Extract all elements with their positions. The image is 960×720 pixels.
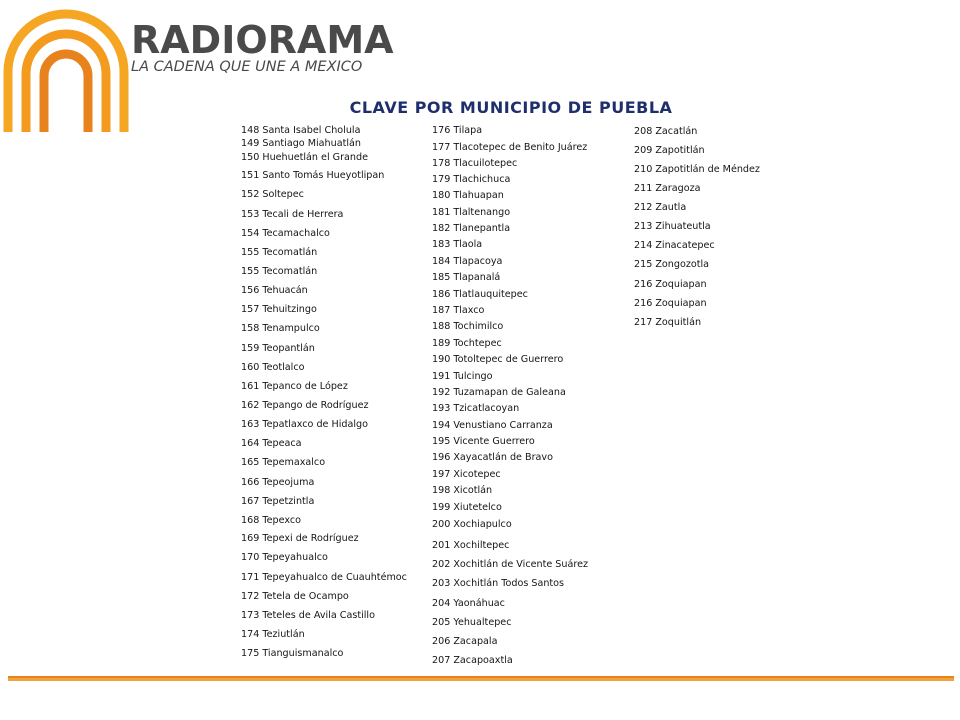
municipio-item: 208 Zacatlán bbox=[634, 125, 698, 138]
municipio-item: 192 Tuzamapan de Galeana bbox=[432, 386, 566, 399]
municipio-item: 195 Vicente Guerrero bbox=[432, 435, 535, 448]
municipio-item: 202 Xochitlán de Vicente Suárez bbox=[432, 558, 589, 571]
municipio-item: 178 Tlacuilotepec bbox=[432, 157, 518, 170]
municipio-item: 183 Tlaola bbox=[432, 238, 483, 251]
municipio-item: 209 Zapotitlán bbox=[634, 144, 705, 157]
municipio-item: 158 Tenampulco bbox=[241, 322, 320, 335]
municipio-item: 193 Tzicatlacoyan bbox=[432, 402, 520, 415]
page-title: CLAVE POR MUNICIPIO DE PUEBLA bbox=[349, 98, 673, 117]
municipio-item: 177 Tlacotepec de Benito Juárez bbox=[432, 141, 588, 154]
municipio-item: 206 Zacapala bbox=[432, 635, 498, 648]
municipio-item: 203 Xochitlán Todos Santos bbox=[432, 577, 565, 590]
municipio-item: 194 Venustiano Carranza bbox=[432, 419, 553, 432]
municipio-item: 179 Tlachichuca bbox=[432, 173, 511, 186]
municipio-item: 157 Tehuitzingo bbox=[241, 303, 317, 316]
brand-block bbox=[131, 18, 394, 75]
municipio-item: 211 Zaragoza bbox=[634, 182, 701, 195]
municipio-item: 173 Teteles de Avila Castillo bbox=[241, 609, 375, 622]
municipio-item: 156 Tehuacán bbox=[241, 284, 308, 297]
municipio-item: 175 Tianguismanalco bbox=[241, 647, 344, 660]
municipio-item: 150 Huehuetlán el Grande bbox=[241, 151, 369, 164]
municipio-item: 159 Teopantlán bbox=[241, 342, 315, 355]
municipio-item: 181 Tlaltenango bbox=[432, 206, 511, 219]
municipio-item: 162 Tepango de Rodríguez bbox=[241, 399, 369, 412]
municipio-item: 214 Zinacatepec bbox=[634, 239, 715, 252]
municipio-item: 200 Xochiapulco bbox=[432, 518, 512, 531]
municipio-item: 189 Tochtepec bbox=[432, 337, 502, 350]
municipio-item: 171 Tepeyahualco de Cuauhtémoc bbox=[241, 571, 407, 584]
municipio-item: 180 Tlahuapan bbox=[432, 189, 504, 202]
municipio-item: 207 Zacapoaxtla bbox=[432, 654, 513, 667]
municipio-item: 216 Zoquiapan bbox=[634, 278, 707, 291]
municipio-item: 161 Tepanco de López bbox=[241, 380, 348, 393]
municipio-item: 213 Zihuateutla bbox=[634, 220, 711, 233]
municipio-item: 190 Totoltepec de Guerrero bbox=[432, 353, 564, 366]
municipio-item: 166 Tepeojuma bbox=[241, 476, 315, 489]
municipio-item: 165 Tepemaxalco bbox=[241, 456, 326, 469]
municipio-item: 164 Tepeaca bbox=[241, 437, 302, 450]
municipio-item: 210 Zapotitlán de Méndez bbox=[634, 163, 760, 176]
municipio-item: 149 Santiago Miahuatlán bbox=[241, 137, 361, 150]
footer-rule-accent bbox=[8, 676, 954, 678]
municipio-item: 182 Tlanepantla bbox=[432, 222, 511, 235]
municipio-item: 196 Xayacatlán de Bravo bbox=[432, 451, 553, 464]
municipio-item: 167 Tepetzintla bbox=[241, 495, 315, 508]
municipio-item: 212 Zautla bbox=[634, 201, 687, 214]
municipio-item: 170 Tepeyahualco bbox=[241, 551, 328, 564]
municipio-item: 184 Tlapacoya bbox=[432, 255, 503, 268]
municipio-item: 191 Tulcingo bbox=[432, 370, 493, 383]
municipio-item: 198 Xicotlán bbox=[432, 484, 493, 497]
municipio-item: 151 Santo Tomás Hueyotlipan bbox=[241, 169, 385, 182]
municipio-item: 174 Teziutlán bbox=[241, 628, 305, 641]
municipio-item: 185 Tlapanalá bbox=[432, 271, 501, 284]
municipio-item: 155 Tecomatlán bbox=[241, 246, 318, 259]
brand-tagline: LA CADENA QUE UNE A MEXICO bbox=[131, 59, 363, 75]
municipio-item: 169 Tepexi de Rodríguez bbox=[241, 532, 359, 545]
municipio-item: 199 Xiutetelco bbox=[432, 501, 502, 514]
municipio-item: 216 Zoquiapan bbox=[634, 297, 707, 310]
municipio-item: 168 Tepexco bbox=[241, 514, 301, 527]
municipio-item: 152 Soltepec bbox=[241, 188, 304, 201]
municipio-item: 148 Santa Isabel Cholula bbox=[241, 124, 361, 137]
municipio-item: 172 Tetela de Ocampo bbox=[241, 590, 349, 603]
municipio-item: 186 Tlatlauquitepec bbox=[432, 288, 528, 301]
municipio-item: 155 Tecomatlán bbox=[241, 265, 318, 278]
municipio-item: 197 Xicotepec bbox=[432, 468, 501, 481]
municipio-item: 188 Tochimilco bbox=[432, 320, 504, 333]
municipio-item: 160 Teotlalco bbox=[241, 361, 305, 374]
municipio-item: 153 Tecali de Herrera bbox=[241, 208, 344, 221]
municipio-item: 154 Tecamachalco bbox=[241, 227, 330, 240]
brand-name: RADIORAMA bbox=[131, 18, 394, 62]
municipio-item: 163 Tepatlaxco de Hidalgo bbox=[241, 418, 368, 431]
municipio-item: 201 Xochiltepec bbox=[432, 539, 510, 552]
municipio-item: 215 Zongozotla bbox=[634, 258, 710, 271]
municipio-item: 217 Zoquitlán bbox=[634, 316, 702, 329]
municipio-item: 176 Tilapa bbox=[432, 124, 483, 137]
municipio-item: 205 Yehualtepec bbox=[432, 616, 512, 629]
municipio-item: 204 Yaonáhuac bbox=[432, 597, 505, 610]
municipio-item: 187 Tlaxco bbox=[432, 304, 485, 317]
